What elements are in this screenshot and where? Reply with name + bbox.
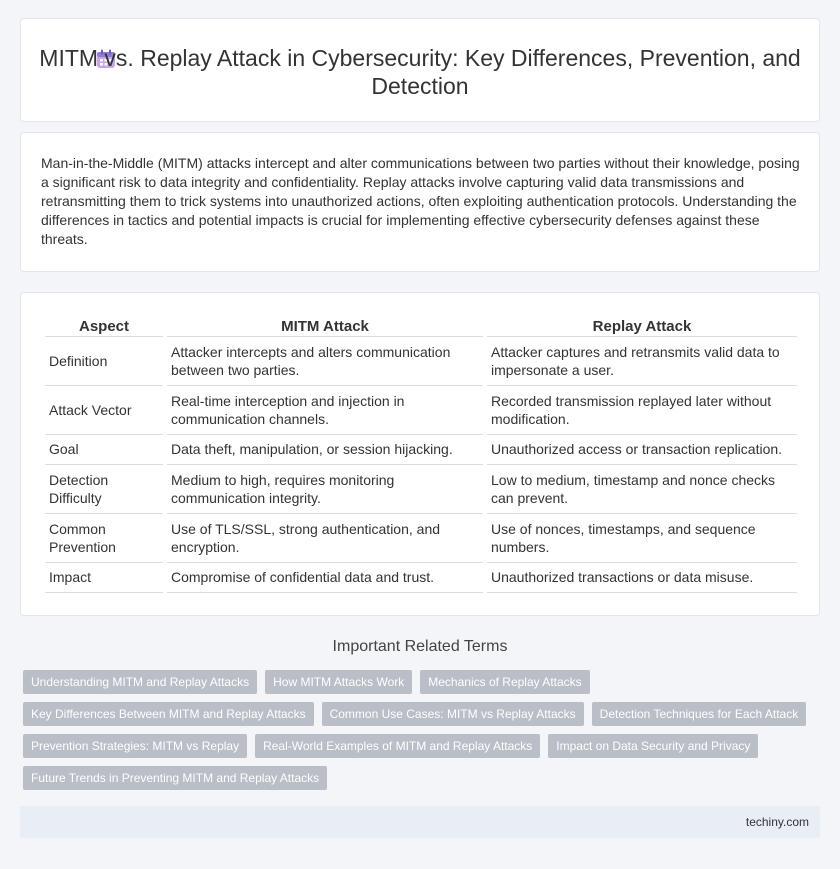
table-cell: Medium to high, requires monitoring communication integrity. bbox=[167, 465, 483, 514]
table-row bbox=[45, 465, 797, 514]
table-cell: Compromise of confidential data and trust. bbox=[167, 563, 483, 593]
table-cell: Common Prevention bbox=[45, 514, 163, 563]
table-cell: Use of TLS/SSL, strong authentication, and encryption. bbox=[167, 514, 483, 563]
table-cell: Data theft, manipulation, or session hijacking. bbox=[167, 435, 483, 465]
table-cell: Real-time interception and injection in communication channels. bbox=[167, 386, 483, 435]
comparison-table bbox=[41, 313, 801, 593]
related-term-tag[interactable]: Impact on Data Security and Privacy bbox=[548, 734, 758, 758]
related-term-tag[interactable]: Detection Techniques for Each Attack bbox=[592, 702, 807, 726]
table-header-row bbox=[45, 313, 797, 337]
related-term-tag[interactable]: Mechanics of Replay Attacks bbox=[420, 670, 589, 694]
related-term-tag[interactable]: Understanding MITM and Replay Attacks bbox=[23, 670, 257, 694]
table-cell: Attacker captures and retransmits valid data to impersonate a user. bbox=[487, 337, 797, 386]
related-terms-title: Important Related Terms bbox=[332, 638, 508, 655]
table-cell: Impact bbox=[45, 563, 163, 593]
table-row bbox=[45, 563, 797, 593]
header-aspect: Aspect bbox=[45, 313, 163, 337]
related-term-tag[interactable]: Common Use Cases: MITM vs Replay Attacks bbox=[322, 702, 584, 726]
header-replay: Replay Attack bbox=[487, 313, 797, 337]
table-cell: Low to medium, timestamp and nonce checks can prevent. bbox=[487, 465, 797, 514]
table-cell: Goal bbox=[45, 435, 163, 465]
table-cell: Unauthorized access or transaction replication. bbox=[487, 435, 797, 465]
table-cell: Definition bbox=[45, 337, 163, 386]
related-term-tag[interactable]: Future Trends in Preventing MITM and Replay Attacks bbox=[23, 766, 327, 790]
table-row bbox=[45, 514, 797, 563]
page-title: MITM vs. Replay Attack in Cybersecurity: Key Differences, Prevention, and Detection bbox=[39, 45, 801, 99]
footer-site-link[interactable]: techiny.com bbox=[745, 815, 809, 829]
related-term-tag[interactable]: Real-World Examples of MITM and Replay Attacks bbox=[255, 734, 540, 758]
header-card bbox=[20, 18, 820, 122]
table-cell: Detection Difficulty bbox=[45, 465, 163, 514]
footer bbox=[20, 806, 820, 838]
table-row bbox=[45, 337, 797, 386]
related-terms-tags bbox=[23, 670, 823, 798]
intro-paragraph: Man-in-the-Middle (MITM) attacks intercept and alter communications between two parties without their knowledge, posing a significant risk to data integrity and confidentiality. Replay attacks involve capturing valid data transmissions and retransmitting them to trick systems into unauthorized actions, often exploiting authentication protocols. Understanding the differences in tactics and potential impacts is crucial for implementing effective cybersecurity defenses against these threats. bbox=[41, 155, 800, 247]
header-mitm: MITM Attack bbox=[167, 313, 483, 337]
table-cell: Recorded transmission replayed later without modification. bbox=[487, 386, 797, 435]
intro-card bbox=[20, 132, 820, 272]
table-cell: Use of nonces, timestamps, and sequence numbers. bbox=[487, 514, 797, 563]
related-term-tag[interactable]: How MITM Attacks Work bbox=[265, 670, 412, 694]
table-row bbox=[45, 386, 797, 435]
table-cell: Attack Vector bbox=[45, 386, 163, 435]
related-term-tag[interactable]: Key Differences Between MITM and Replay Attacks bbox=[23, 702, 314, 726]
table-row bbox=[45, 435, 797, 465]
table-cell: Unauthorized transactions or data misuse. bbox=[487, 563, 797, 593]
comparison-card bbox=[20, 292, 820, 616]
related-term-tag[interactable]: Prevention Strategies: MITM vs Replay bbox=[23, 734, 247, 758]
table-cell: Attacker intercepts and alters communication between two parties. bbox=[167, 337, 483, 386]
